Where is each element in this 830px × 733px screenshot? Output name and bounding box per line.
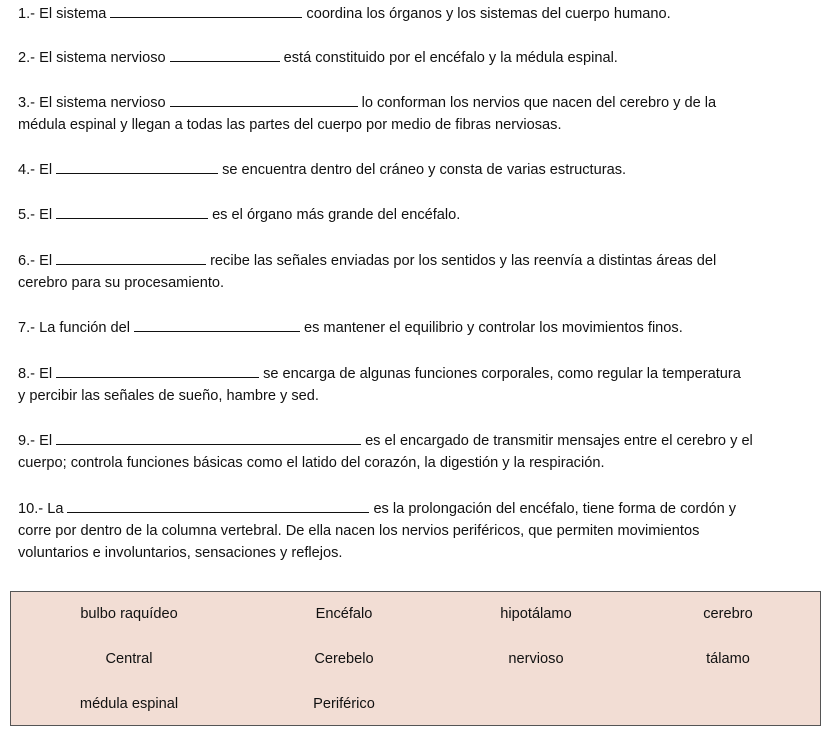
question-5 xyxy=(18,204,826,226)
question-line xyxy=(18,363,826,385)
word-bank-item: bulbo raquídeo xyxy=(80,606,178,622)
question-3 xyxy=(18,92,826,136)
answer-blank[interactable] xyxy=(170,47,280,62)
question-prefix: 9.- El xyxy=(18,433,53,449)
answer-blank[interactable] xyxy=(56,159,218,174)
answer-blank[interactable] xyxy=(56,363,259,378)
question-4 xyxy=(18,159,826,181)
question-suffix: se encuentra dentro del cráneo y consta de varias estructuras. xyxy=(222,162,627,178)
question-line xyxy=(18,3,826,25)
question-9 xyxy=(18,430,826,474)
answer-blank[interactable] xyxy=(56,250,206,265)
question-suffix: está constituido por el encéfalo y la médula espinal. xyxy=(283,50,618,66)
question-suffix: es mantener el equilibrio y controlar los movimientos finos. xyxy=(303,320,683,336)
word-bank-item: hipotálamo xyxy=(500,606,572,622)
question-prefix: 8.- El xyxy=(18,366,53,382)
question-line xyxy=(18,159,826,181)
question-8 xyxy=(18,363,826,407)
question-line xyxy=(18,430,826,452)
question-line: voluntarios e involuntarios, sensaciones y reflejos. xyxy=(18,545,343,561)
word-bank xyxy=(10,591,821,726)
question-suffix: es el encargado de transmitir mensajes entre el cerebro y el xyxy=(365,433,753,449)
question-suffix: recibe las señales enviadas por los sentidos y las reenvía a distintas áreas del xyxy=(210,253,717,269)
answer-blank[interactable] xyxy=(56,430,361,445)
question-prefix: 3.- El sistema nervioso xyxy=(18,95,166,111)
word-bank-item: Periférico xyxy=(313,696,375,712)
question-line xyxy=(18,317,826,339)
word-bank-item: médula espinal xyxy=(79,696,179,712)
question-10 xyxy=(18,498,826,564)
question-prefix: 5.- El xyxy=(18,207,53,223)
question-line: cerebro para su procesamiento. xyxy=(18,275,225,291)
word-bank-item: tálamo xyxy=(706,651,750,667)
question-suffix: coordina los órganos y los sistemas del cuerpo humano. xyxy=(306,6,671,22)
word-bank-item: Cerebelo xyxy=(314,651,374,667)
word-bank-item: cerebro xyxy=(703,606,753,622)
question-prefix: 2.- El sistema nervioso xyxy=(18,50,166,66)
answer-blank[interactable] xyxy=(56,204,208,219)
question-prefix: 1.- El sistema xyxy=(18,6,107,22)
question-prefix: 10.- La xyxy=(18,501,64,517)
question-line: médula espinal y llegan a todas las partes del cuerpo por medio de fibras nerviosas. xyxy=(18,117,562,133)
question-2 xyxy=(18,47,826,69)
question-suffix: se encarga de algunas funciones corporales, como regular la temperatura xyxy=(263,366,741,382)
question-line xyxy=(18,498,826,520)
question-line: corre por dentro de la columna vertebral. De ella nacen los nervios periféricos, que permiten movimientos xyxy=(18,523,700,539)
question-suffix: es la prolongación del encéfalo, tiene forma de cordón y xyxy=(373,501,737,517)
answer-blank[interactable] xyxy=(134,317,300,332)
question-6 xyxy=(18,250,826,294)
question-prefix: 6.- El xyxy=(18,253,53,269)
question-prefix: 7.- La función del xyxy=(18,320,130,336)
question-1 xyxy=(18,3,826,25)
question-line xyxy=(18,250,826,272)
answer-blank[interactable] xyxy=(170,92,358,107)
question-line xyxy=(18,92,826,114)
answer-blank[interactable] xyxy=(110,3,302,18)
question-prefix: 4.- El xyxy=(18,162,53,178)
question-line: cuerpo; controla funciones básicas como el latido del corazón, la digestión y la respiración. xyxy=(18,455,605,471)
question-suffix: lo conforman los nervios que nacen del cerebro y de la xyxy=(361,95,717,111)
answer-blank[interactable] xyxy=(67,498,369,513)
question-suffix: es el órgano más grande del encéfalo. xyxy=(212,207,461,223)
word-bank-item: Encéfalo xyxy=(315,606,373,622)
question-line: y percibir las señales de sueño, hambre y sed. xyxy=(18,388,319,404)
question-7 xyxy=(18,317,826,339)
question-line xyxy=(18,47,826,69)
word-bank-item: nervioso xyxy=(508,651,564,667)
question-line xyxy=(18,204,826,226)
word-bank-item: Central xyxy=(105,651,153,667)
